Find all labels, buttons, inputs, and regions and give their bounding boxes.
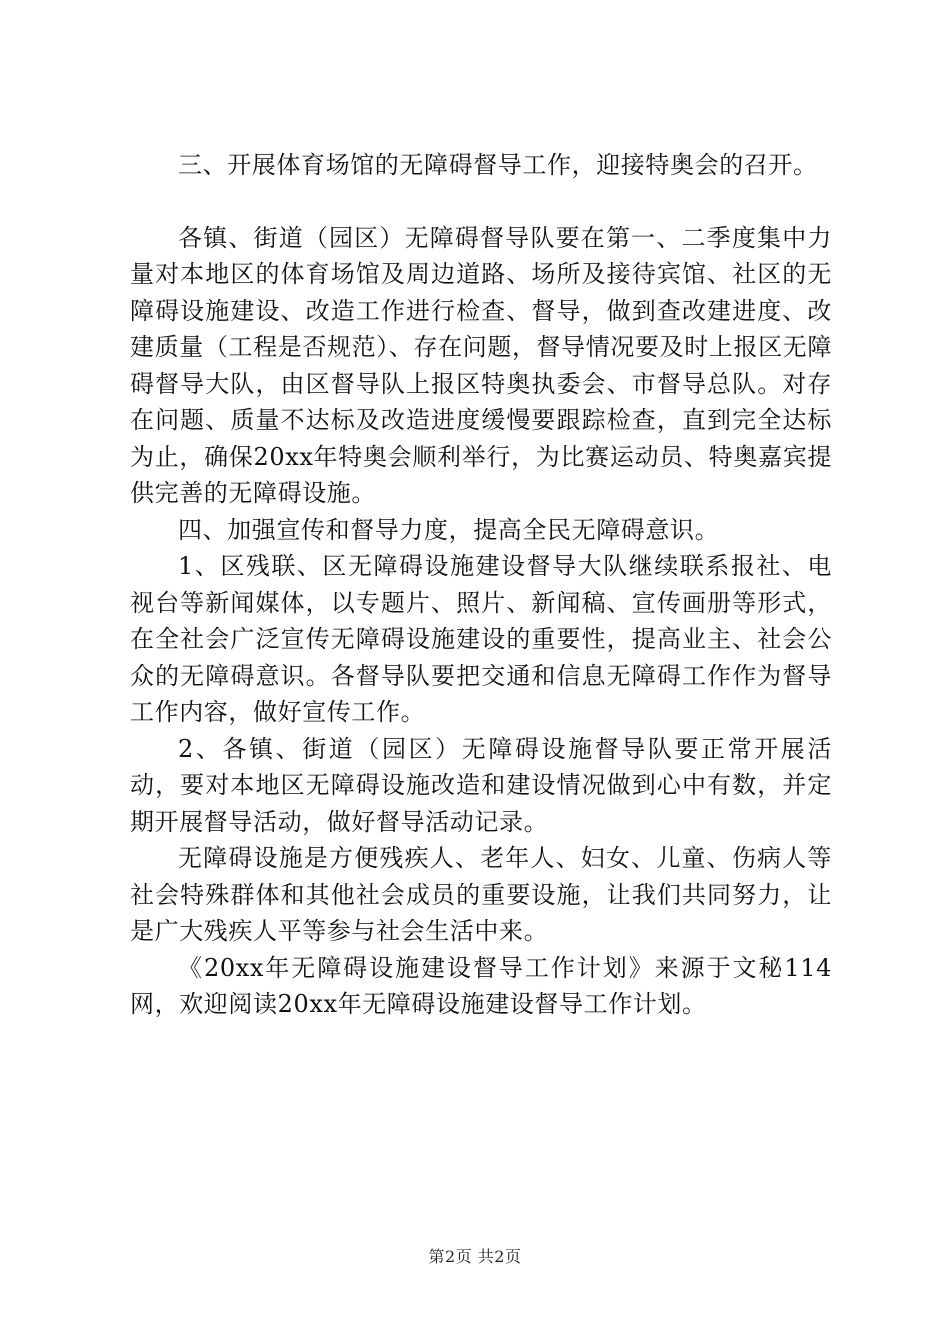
document-body: [130, 145, 832, 1023]
page-number-footer: 第2页 共2页: [428, 1247, 522, 1266]
section-heading-3: 三、开展体育场馆的无障碍督导工作，迎接特奥会的召开。: [178, 151, 818, 179]
paragraph-conclusion: 无障碍设施是方便残疾人、老年人、妇女、儿童、伤病人等社会特殊群体和其他社会成员的重要设施，让我们共同努力，让是广大残疾人平等参与社会生活中来。: [130, 844, 832, 945]
section-heading-4: 四、加强宣传和督导力度，提高全民无障碍意识。: [178, 515, 720, 544]
paragraph-sports-venues: 各镇、街道（园区）无障碍督导队要在第一、二季度集中力量对本地区的体育场馆及周边道路、场所及接待宾馆、社区的无障碍设施建设、改造工作进行检查、督导，做到查改建进度、改建质量（工程是否规范）、存在问题，督导情况要及时上报区无障碍督导大队，由区督导队上报区特奥执委会、市督导总队。对存在问题、质量不达标及改造进度缓慢要跟踪检查，直到完全达标为止，确保20xx年特奥会顺利举行，为比赛运动员、特奥嘉宾提供完善的无障碍设施。: [130, 223, 832, 507]
paragraph-source-note: 《20xx年无障碍设施建设督导工作计划》来源于文秘114网，欢迎阅读20xx年无障碍设施建设督导工作计划。: [130, 953, 832, 1018]
paragraph-item-2: 2、各镇、街道（园区）无障碍设施督导队要正常开展活动，要对本地区无障碍设施改造和建设情况做到心中有数，并定期开展督导活动，做好督导活动记录。: [130, 734, 832, 836]
paragraph-item-1: 1、区残联、区无障碍设施建设督导大队继续联系报社、电视台等新闻媒体，以专题片、照片、新闻稿、宣传画册等形式，在全社会广泛宣传无障碍设施建设的重要性，提高业主、社会公众的无障碍意识。各督导队要把交通和信息无障碍工作作为督导工作内容，做好宣传工作。: [130, 552, 832, 726]
